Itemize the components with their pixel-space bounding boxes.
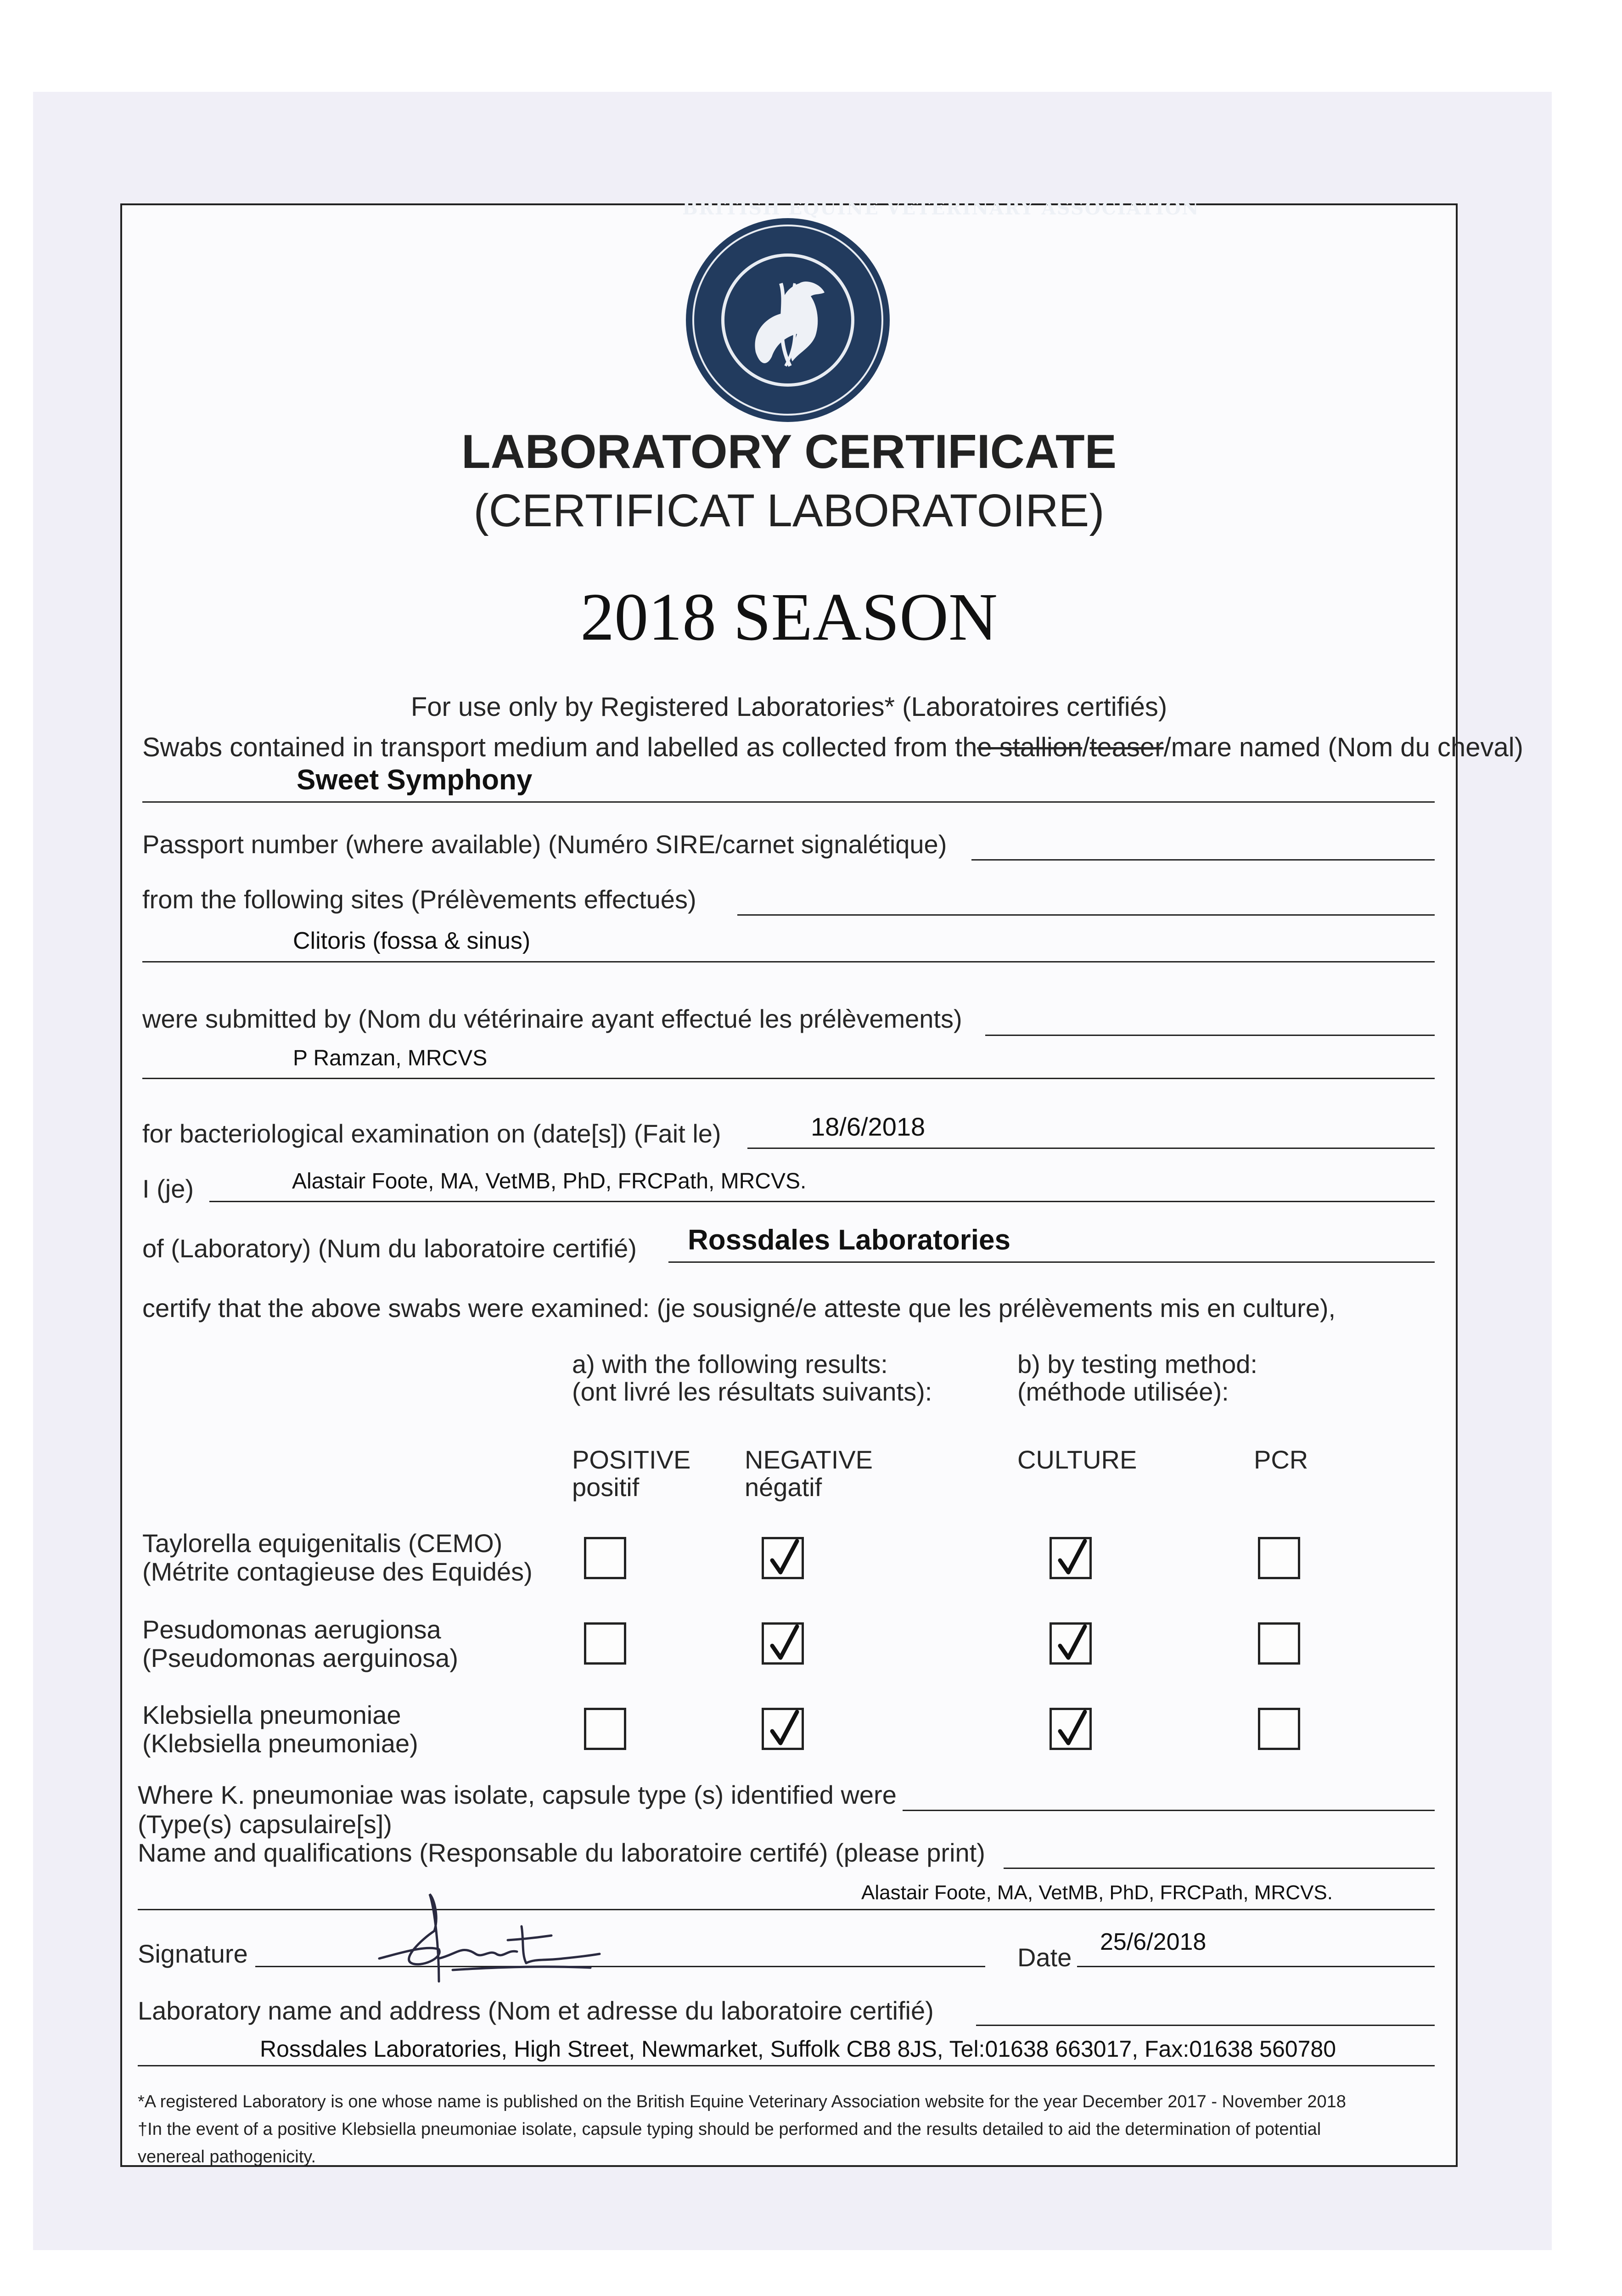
row-pseudomonas-label-fr: (Pseudomonas aerguinosa): [142, 1643, 458, 1672]
col-positive-label: POSITIVE: [572, 1445, 691, 1474]
beva-logo: [682, 197, 1200, 426]
horse-name-value: Sweet Symphony: [297, 764, 533, 796]
checkbox-klebsiella-positive[interactable]: [584, 1708, 626, 1750]
results-header-b1: b) by testing method:: [1017, 1350, 1257, 1379]
address-line: [976, 2025, 1435, 2026]
name-line-2: [138, 1909, 1435, 1910]
sites-value: Clitoris (fossa & sinus): [293, 928, 531, 954]
date-line: [1077, 1966, 1435, 1967]
checkbox-pseudomonas-negative[interactable]: [762, 1622, 804, 1665]
checkmark-icon: [1053, 1622, 1091, 1664]
checkbox-klebsiella-pcr[interactable]: [1258, 1708, 1300, 1750]
name-value: Alastair Foote, MA, VetMB, PhD, FRCPath, MRCVS.: [861, 1881, 1333, 1904]
submitted-label: were submitted by (Nom du vétérinaire ayant effectué les prélèvements): [142, 1004, 962, 1033]
checkbox-pseudomonas-pcr[interactable]: [1258, 1622, 1300, 1665]
logo-ring-text: BRITISH EQUINE VETERINARY ASSOCIATION: [682, 197, 1200, 219]
col-culture-label: CULTURE: [1017, 1445, 1137, 1474]
checkbox-cemo-culture[interactable]: [1050, 1537, 1092, 1579]
capsule-label: Where K. pneumoniae was isolate, capsule type (s) identified were: [138, 1780, 897, 1809]
exam-date-value: 18/6/2018: [811, 1112, 926, 1141]
je-line: [209, 1201, 1435, 1202]
sites-line: [737, 914, 1435, 916]
checkbox-cemo-positive[interactable]: [584, 1537, 626, 1579]
lab-value: Rossdales Laboratories: [688, 1224, 1010, 1256]
results-header-a2: (ont livré les résultats suivants):: [572, 1377, 932, 1406]
date-value: 25/6/2018: [1100, 1929, 1207, 1955]
checkbox-cemo-negative[interactable]: [762, 1537, 804, 1579]
certificate-subtitle: (CERTIFICAT LABORATOIRE): [473, 485, 1105, 536]
exam-line: [747, 1148, 1435, 1149]
checkbox-pseudomonas-culture[interactable]: [1050, 1622, 1092, 1665]
certificate-title: LABORATORY CERTIFICATE: [461, 425, 1117, 478]
col-pcr-label: PCR: [1254, 1445, 1308, 1474]
submitted-line: [985, 1035, 1435, 1036]
capsule-label-fr: (Type(s) capsulaire[s]): [138, 1810, 392, 1839]
passport-label: Passport number (where available) (Numéro SIRE/carnet signalétique): [142, 830, 947, 859]
submitted-line-2: [142, 1078, 1435, 1079]
row-cemo-label-fr: (Métrite contagieuse des Equidés): [142, 1557, 533, 1586]
capsule-line: [903, 1810, 1435, 1811]
horse-name-line: [142, 801, 1435, 803]
address-line-2: [138, 2065, 1435, 2066]
footnote-klebsiella-cont: venereal pathogenicity.: [138, 2147, 316, 2167]
checkbox-klebsiella-culture[interactable]: [1050, 1708, 1092, 1750]
intro-line-2: Swabs contained in transport medium and labelled as collected from the stallion/teaser/mare named (Nom du cheval): [142, 732, 1523, 762]
name-label: Name and qualifications (Responsable du laboratoire certifé) (please print): [138, 1838, 985, 1867]
checkmark-icon: [1053, 1536, 1091, 1579]
results-header-a1: a) with the following results:: [572, 1350, 888, 1379]
certificate-frame: [120, 197, 1523, 2167]
checkbox-pseudomonas-positive[interactable]: [584, 1622, 626, 1665]
sites-line-2: [142, 961, 1435, 962]
handwritten-signature: [370, 1890, 609, 1991]
signature-line: [255, 1966, 985, 1967]
results-header-b2: (méthode utilisée):: [1017, 1377, 1229, 1406]
signature-label: Signature: [138, 1939, 248, 1968]
row-pseudomonas-label: Pesudomonas aerugionsa: [142, 1615, 441, 1644]
col-negative-label-fr: négatif: [745, 1473, 822, 1502]
checkmark-icon: [765, 1707, 803, 1750]
address-label: Laboratory name and address (Nom et adresse du laboratoire certifié): [138, 1996, 934, 2025]
submitted-value: P Ramzan, MRCVS: [293, 1046, 488, 1070]
checkmark-icon: [765, 1622, 803, 1664]
footnote-registered: *A registered Laboratory is one whose name is published on the British Equine Veterinary Association website for the year December 2017 - November 2018: [138, 2092, 1346, 2111]
passport-line: [971, 859, 1435, 861]
address-value: Rossdales Laboratories, High Street, Newmarket, Suffolk CB8 8JS, Tel:01638 663017, Fax:01638 560780: [260, 2036, 1336, 2062]
checkmark-icon: [765, 1536, 803, 1579]
checkbox-klebsiella-negative[interactable]: [762, 1708, 804, 1750]
season-heading: 2018 SEASON: [580, 580, 998, 655]
lab-line: [668, 1261, 1435, 1263]
checkbox-cemo-pcr[interactable]: [1258, 1537, 1300, 1579]
row-cemo-label: Taylorella equigenitalis (CEMO): [142, 1529, 503, 1558]
lab-label: of (Laboratory) (Num du laboratoire certifié): [142, 1234, 637, 1263]
je-label: I (je): [142, 1174, 194, 1203]
col-negative-label: NEGATIVE: [745, 1445, 873, 1474]
footnote-klebsiella: †In the event of a positive Klebsiella pneumoniae isolate, capsule typing should be performed and the results detailed to aid the determination of potential: [138, 2120, 1321, 2139]
col-positive-label-fr: positif: [572, 1473, 640, 1502]
je-value: Alastair Foote, MA, VetMB, PhD, FRCPath, MRCVS.: [292, 1169, 807, 1193]
row-klebsiella-label-fr: (Klebsiella pneumoniae): [142, 1729, 418, 1758]
certify-statement: certify that the above swabs were examined: (je sousigné/e atteste que les prélèvements mis en culture),: [142, 1294, 1336, 1322]
struck-stallion: e stallion: [977, 732, 1083, 762]
row-klebsiella-label: Klebsiella pneumoniae: [142, 1700, 401, 1729]
struck-teaser: teaser: [1089, 732, 1164, 762]
date-label: Date: [1017, 1943, 1072, 1972]
intro-line-1: For use only by Registered Laboratories* (Laboratoires certifiés): [410, 692, 1167, 722]
checkmark-icon: [1053, 1707, 1091, 1750]
sites-label: from the following sites (Prélèvements effectués): [142, 885, 696, 914]
exam-label: for bacteriological examination on (date[s]) (Fait le): [142, 1119, 721, 1148]
name-line: [1004, 1868, 1435, 1869]
